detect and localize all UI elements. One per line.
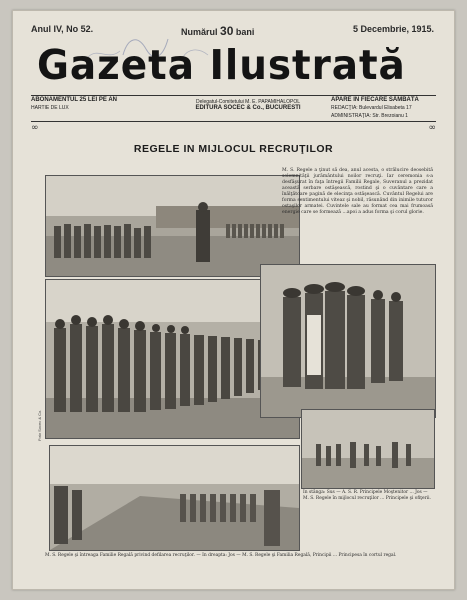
photo-top-left	[45, 175, 300, 277]
newspaper-page	[12, 10, 455, 590]
subscription-info: ABONAMENTUL 25 LEI PE AN HARTIE DE LUX	[31, 97, 118, 111]
publisher-info: Delegatul-Comitetului M. E. PAPAMIHALOPOL EDITURA SOCEC & Co., BUCURESTI	[195, 99, 301, 111]
article-body: M. S. Regele a ţinut să dea, anul acesta, o strălucire deosebită solemnităţii jurământului noilor recruţi. Iar ceremonia s-a desfăşurat în faţa întregii Familii Regale, Suveranul a prezidat această serbare ostăşească, rostind şi o cuvântare care a înălţătoare pagină de elecinţa ostăşească. Cuvântul Regelui are forma sentimentului viteaz şi nobil, răsunând din inimile tuturor ostaşilor armatei. Cuvintele sale au format cea mai frumoasă energie care se formează ...apoi a adus forma şi corul glorie.	[282, 168, 433, 215]
photo-credit: Foto Socec & Co.	[37, 409, 42, 441]
issue-date: 5 Decembrie, 1915.	[352, 24, 434, 34]
issue-price: Numărul 30 bani	[181, 24, 255, 38]
article-headline: REGELE IN MIJLOCUL RECRUŢILOR	[133, 143, 334, 155]
photo-right-royal-family	[260, 264, 436, 418]
issue-number: Anul IV, No 52.	[31, 24, 94, 34]
publication-info	[31, 97, 436, 123]
caption-right: In stânga: Sus — A. S. R. Principele Moştenitor ... Jos — M. S. Regele în mijlocul recruţilor ... Principele şi ofiţerii.	[303, 490, 431, 501]
masthead-title: Gazeta Ilustrată	[37, 41, 406, 89]
photo-bottom-right	[301, 409, 435, 489]
caption-bottom: M. S. Regele şi întreaga Familie Regală privind defilarea recruţilor. — In dreapta: Jos — M. S. Regele şi Familia Regală, Principii ... Principesa în cortul regal.	[45, 553, 397, 558]
ornament-left-icon: ∞	[31, 123, 39, 133]
photo-bottom-parade	[49, 445, 300, 551]
ornament-right-icon: ∞	[428, 123, 436, 133]
rule-top	[31, 95, 436, 96]
rule-bottom	[31, 121, 436, 122]
redaction-info: APARE IN FIECARE SÂMBĂTĂ REDACŢIA: Bulevardul Elisabeta 17 ADMINISTRAŢIA: Str. Brezoianu 1	[331, 97, 419, 119]
